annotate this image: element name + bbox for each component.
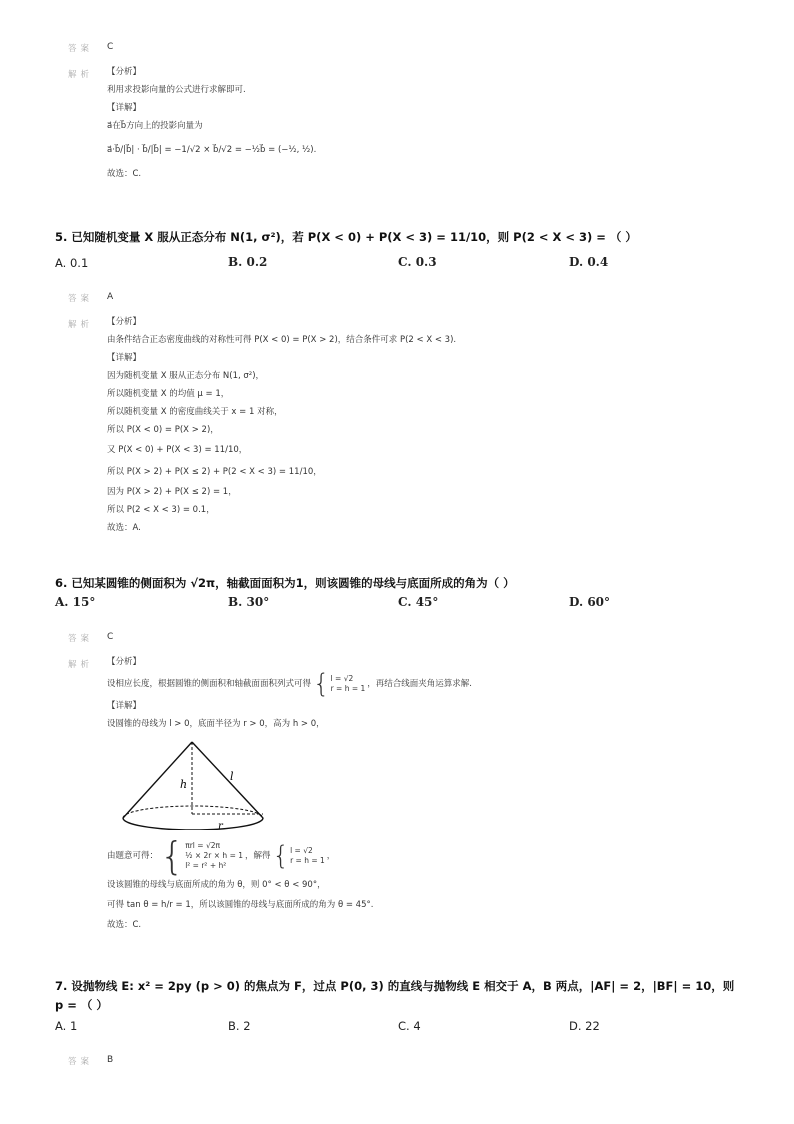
analysis-tag: 解析: [68, 320, 94, 330]
analysis-tag: 解析: [68, 660, 94, 670]
solution-line: 故选：C.: [107, 168, 142, 179]
option-b[interactable]: B. 30°: [228, 595, 270, 609]
solution-block: [107, 836, 373, 934]
solution-line: 所以随机变量 X 的密度曲线关于 x = 1 对称，: [107, 406, 283, 417]
solution-block: [107, 653, 472, 733]
solution-formula: a⃗·b⃗/|b⃗| · b⃗/|b⃗| = −1/√2 × b⃗/√2 = −½b⃗ = (−½, ½).: [107, 144, 317, 155]
solution-line: 因为随机变量 X 服从正态分布 N(1, σ²)，: [107, 370, 265, 381]
solution-text: ，: [326, 850, 336, 861]
answer-value: C: [107, 42, 114, 52]
answer-tag: 答案: [68, 294, 94, 304]
equation-system: [273, 843, 325, 869]
solution-text: ，再结合线面夹角运算求解.: [367, 678, 472, 689]
cone-figure: [118, 738, 268, 830]
solution-line: 故选：A.: [107, 522, 141, 533]
cone-base-front: [123, 818, 263, 830]
equation-row: l² = r² + h²: [185, 861, 227, 870]
solution-line: 故选：C.: [107, 919, 142, 930]
option-a[interactable]: A. 0.1: [55, 256, 89, 270]
solution-line: 所以 P(X > 2) + P(X ≤ 2) + P(2 < X < 3) = 11/10，: [107, 466, 322, 477]
answer-value: A: [107, 292, 114, 302]
answer-value: B: [107, 1055, 114, 1065]
solution-block: [107, 313, 456, 537]
answer-tag: 答案: [68, 44, 94, 54]
brace-symbol: {: [272, 841, 290, 871]
option-c[interactable]: C. 4: [398, 1019, 421, 1033]
solution-line: 所以随机变量 X 的均值 μ = 1，: [107, 388, 230, 399]
solution-line: 由条件结合正态密度曲线的对称性可得 P(X < 0) = P(X > 2)，结合条件可求 P(2 < X < 3).: [107, 334, 457, 345]
solution-line: [107, 671, 472, 697]
solution-line: 利用求投影向量的公式进行求解即可.: [107, 84, 246, 95]
option-d[interactable]: D. 22: [569, 1019, 600, 1033]
solution-line: 所以 P(X < 0) = P(X > 2)，: [107, 424, 219, 435]
solution-line: 可得 tan θ = h/r = 1，所以该圆锥的母线与底面所成的角为 θ = 45°.: [107, 899, 374, 910]
equation-row: l = √2: [330, 674, 354, 683]
label-r: r: [218, 821, 223, 830]
analysis-tag: 解析: [68, 70, 94, 80]
option-b[interactable]: B. 2: [228, 1019, 251, 1033]
equation-row: πrl = √2π: [185, 841, 221, 850]
brace-symbol: {: [313, 669, 330, 699]
equation-row: r = h = 1: [290, 856, 325, 865]
solution-line: 设圆锥的母线为 l > 0，底面半径为 r > 0，高为 h > 0，: [107, 718, 325, 729]
answer-tag: 答案: [68, 1057, 94, 1067]
brace-symbol: {: [160, 834, 185, 878]
question-stem: 5. 已知随机变量 X 服从正态分布 N(1, σ²)，若 P(X < 0) + P(X < 3) = 11/10，则 P(2 < X < 3) = （ ）: [55, 230, 637, 244]
option-d[interactable]: D. 60°: [569, 595, 611, 609]
cone-base-back: [123, 806, 263, 818]
solution-block: [107, 63, 316, 183]
label-l: l: [230, 770, 234, 783]
equation-system: [313, 671, 365, 697]
question-stem: 6. 已知某圆锥的侧面积为 √2π，轴截面面积为1，则该圆锥的母线与底面所成的角为（ ）: [55, 576, 515, 590]
solution-line: a⃗在b⃗方向上的投影向量为: [107, 120, 203, 131]
equation-row: r = h = 1: [330, 684, 366, 693]
option-c[interactable]: C. 0.3: [398, 255, 437, 269]
option-b[interactable]: B. 0.2: [228, 255, 268, 269]
solution-line: 所以 P(2 < X < 3) = 0.1，: [107, 504, 215, 515]
solution-line: 【详解】: [107, 102, 142, 113]
answer-value: C: [107, 632, 114, 642]
solution-line: [107, 836, 373, 876]
equation-row: l = √2: [290, 846, 313, 855]
answer-tag: 答案: [68, 634, 94, 644]
question-stem: 7. 设抛物线 E: x² = 2py (p > 0) 的焦点为 F，过点 P(0, 3) 的直线与抛物线 E 相交于 A，B 两点，|AF| = 2，|BF| = 10，则: [55, 979, 735, 993]
solution-text: 由题意可得：: [107, 850, 159, 861]
solution-line: 设该圆锥的母线与底面所成的角为 θ，则 0° < θ < 90°，: [107, 879, 326, 890]
solution-line: 又 P(X < 0) + P(X < 3) = 11/10，: [107, 444, 248, 455]
question-stem-continued: p = （ ）: [55, 998, 108, 1012]
solution-text: ，解得: [245, 850, 271, 861]
equation-system: [160, 834, 244, 878]
label-h: h: [180, 778, 188, 791]
solution-line: 【分析】: [107, 656, 142, 667]
solution-line: 【详解】: [107, 352, 142, 363]
solution-text: 设相应长度，根据圆锥的侧面积和轴截面面积列式可得: [107, 678, 312, 689]
equation-row: ½ × 2r × h = 1: [185, 851, 244, 860]
option-c[interactable]: C. 45°: [398, 595, 439, 609]
solution-line: 因为 P(X > 2) + P(X ≤ 2) = 1，: [107, 486, 237, 497]
solution-line: 【分析】: [107, 316, 142, 327]
option-a[interactable]: A. 15°: [55, 595, 96, 609]
solution-line: 【详解】: [107, 700, 142, 711]
option-d[interactable]: D. 0.4: [569, 255, 609, 269]
option-a[interactable]: A. 1: [55, 1019, 78, 1033]
solution-line: 【分析】: [107, 66, 142, 77]
